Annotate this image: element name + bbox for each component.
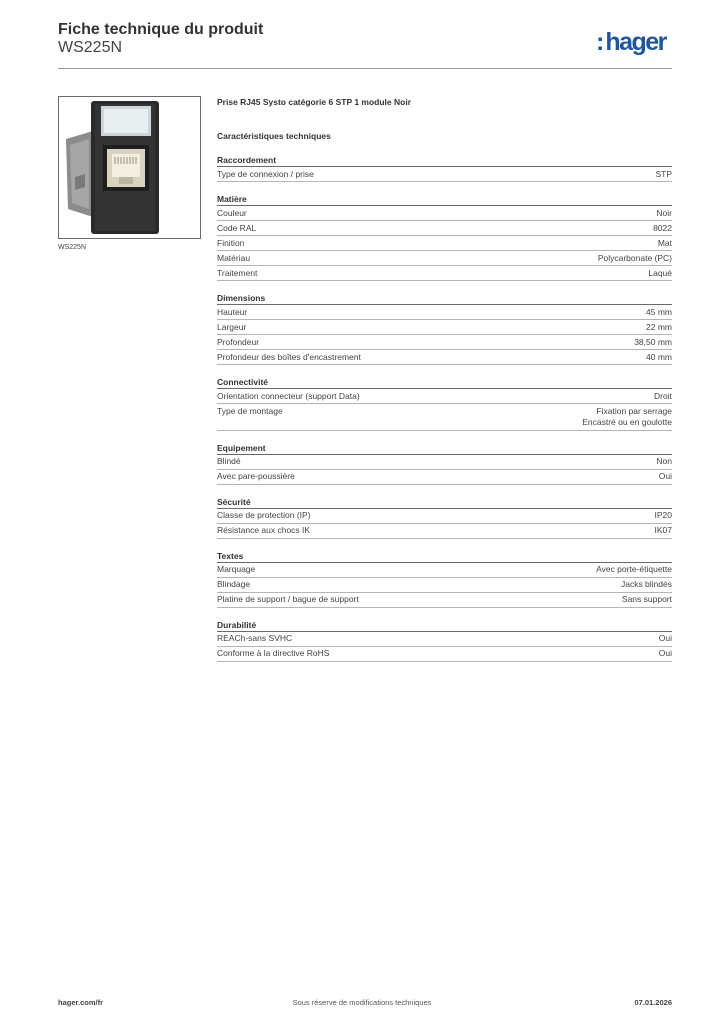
spec-value: [621, 579, 672, 591]
spec-label: Type de connexion / prise: [217, 168, 314, 179]
spec-value: [655, 510, 673, 522]
spec-value-line: Oui: [658, 648, 672, 658]
footer-website: hager.com/fr: [58, 998, 104, 1007]
spec-section: [217, 496, 672, 539]
rj45-socket-image: [59, 97, 200, 238]
spec-value: [659, 633, 672, 645]
spec-value-line: IP20: [654, 510, 672, 520]
spec-label: Blindage: [217, 579, 251, 589]
spec-label: Marquage: [217, 564, 256, 574]
spec-row: [217, 350, 672, 365]
technical-spec: [217, 96, 672, 662]
spec-row: [217, 455, 672, 470]
spec-row: [217, 578, 672, 593]
spec-label: Hauteur: [217, 306, 248, 317]
hager-logo: [596, 27, 666, 57]
spec-row: [217, 206, 672, 221]
logo-colon-icon: :: [596, 28, 605, 56]
spec-value: [646, 307, 672, 319]
spec-value: [622, 594, 672, 606]
footer-disclaimer: Sous réserve de modifications techniques: [292, 998, 432, 1007]
spec-value-line: Laqué: [648, 267, 672, 278]
spec-row: [217, 221, 672, 236]
section-title: Sécurité: [217, 496, 672, 509]
spec-label: Avec pare-poussière: [217, 471, 295, 481]
spec-value-line: Jacks blindés: [620, 579, 672, 589]
spec-section: [217, 154, 672, 182]
spec-section: [217, 550, 672, 608]
section-title: Durabilité: [217, 619, 672, 632]
footer-date: 07.01.2026: [634, 998, 672, 1007]
spec-label: Couleur: [217, 207, 247, 218]
spec-value-line: Avec porte-étiquette: [596, 564, 672, 574]
port-latch: [119, 177, 133, 184]
spec-label: Classe de protection (IP): [217, 510, 311, 520]
section-title: Raccordement: [217, 154, 672, 167]
spec-value: [659, 648, 672, 660]
spec-row: [217, 236, 672, 251]
spec-label: Type de montage: [217, 405, 283, 416]
spec-row: [217, 593, 672, 608]
spec-row: [217, 470, 672, 485]
spec-value: [659, 471, 672, 483]
image-caption: WS225N: [58, 244, 87, 251]
spec-section: [217, 442, 672, 485]
spec-value-line: Mat: [657, 237, 672, 248]
spec-label: Profondeur: [217, 336, 260, 347]
spec-value: [646, 322, 672, 334]
logo-text: hager: [605, 28, 666, 56]
spec-section: [217, 292, 672, 365]
spec-section: [217, 619, 672, 662]
spec-value-line: 38,50 mm: [634, 336, 672, 347]
spec-value-line: Noir: [656, 207, 672, 218]
spec-row: [217, 632, 672, 647]
spec-value: [658, 238, 672, 250]
spec-value: [654, 391, 672, 403]
header-divider: [58, 68, 672, 69]
spec-value: [655, 525, 673, 537]
spec-label: Profondeur des boîtes d'encastrement: [217, 351, 361, 362]
spec-value-line: Oui: [658, 471, 672, 481]
label-window: [104, 109, 148, 133]
spec-row: [217, 404, 672, 431]
spec-row: [217, 647, 672, 662]
spec-label: Conforme à la directive RoHS: [217, 648, 330, 658]
spec-value-line: Polycarbonate (PC): [597, 252, 672, 263]
spec-value: [596, 564, 672, 576]
spec-value-line: Oui: [658, 633, 672, 643]
spec-value: [656, 208, 672, 220]
spec-row: [217, 167, 672, 182]
spec-value-line: 40 mm: [646, 351, 672, 362]
spec-value-line: Droit: [654, 390, 672, 401]
spec-value-line: Non: [656, 456, 672, 466]
spec-label: Blindé: [217, 456, 241, 466]
spec-label: REACh-sans SVHC: [217, 633, 293, 643]
spec-section: [217, 193, 672, 281]
section-title: Dimensions: [217, 292, 672, 305]
spec-value-line: Encastré ou en goulotte: [582, 417, 672, 427]
section-title: Equipement: [217, 442, 672, 455]
specs-heading: Caractéristiques techniques: [217, 131, 331, 141]
spec-label: Résistance aux chocs IK: [217, 525, 311, 535]
spec-value: [646, 352, 672, 364]
spec-row: [217, 563, 672, 578]
spec-label: Traitement: [217, 267, 258, 278]
section-title: Textes: [217, 550, 672, 563]
spec-section: [217, 376, 672, 431]
spec-row: [217, 389, 672, 404]
spec-value: [582, 406, 672, 429]
spec-value: [653, 223, 672, 235]
section-title: Connectivité: [217, 376, 672, 389]
spec-value-line: IK07: [654, 525, 672, 535]
spec-row: [217, 524, 672, 539]
spec-label: Largeur: [217, 321, 247, 332]
page-title: Fiche technique du produit: [58, 21, 264, 38]
spec-row: [217, 320, 672, 335]
spec-value-line: Fixation par serrage: [596, 405, 672, 416]
spec-label: Platine de support / bague de support: [217, 594, 359, 604]
spec-row: [217, 251, 672, 266]
spec-value: [634, 337, 672, 349]
spec-label: Code RAL: [217, 222, 257, 233]
spec-value-line: 8022: [653, 222, 672, 233]
product-image: [58, 96, 201, 239]
spec-value-line: 45 mm: [646, 306, 672, 317]
spec-sections: [217, 154, 672, 662]
spec-label: Finition: [217, 237, 245, 248]
spec-label: Orientation connecteur (support Data): [217, 390, 360, 401]
socket-body-metal: [70, 139, 89, 209]
spec-value: [598, 253, 672, 265]
spec-value-line: Sans support: [621, 594, 672, 604]
product-name: Prise RJ45 Systo catégorie 6 STP 1 module Noir: [217, 97, 412, 107]
spec-row: [217, 305, 672, 320]
spec-label: Matériau: [217, 252, 251, 263]
spec-value: [656, 456, 672, 468]
spec-value-line: 22 mm: [646, 321, 672, 332]
spec-row: [217, 335, 672, 350]
spec-row: [217, 509, 672, 524]
spec-value: [648, 268, 672, 280]
spec-value: [655, 169, 672, 181]
section-title: Matière: [217, 193, 672, 206]
spec-row: [217, 266, 672, 281]
spec-value-line: STP: [655, 168, 672, 179]
product-code: WS225N: [58, 39, 123, 56]
